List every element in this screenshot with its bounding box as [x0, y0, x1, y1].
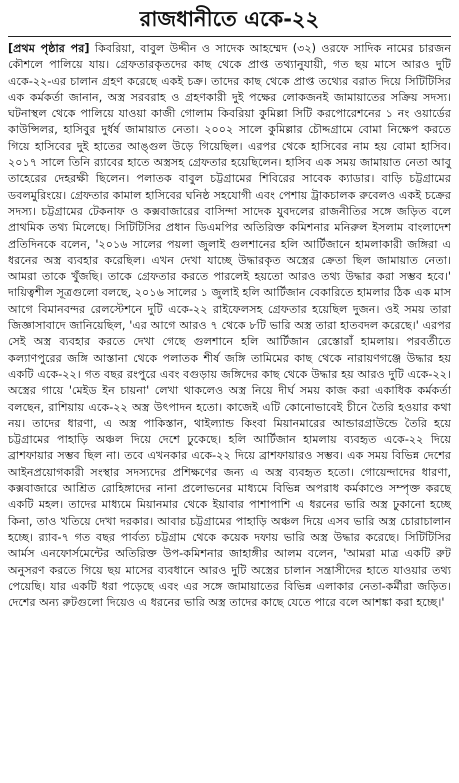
continued-from-label: [প্রথম পৃষ্ঠার পর]: [8, 42, 90, 55]
article-body-text: কিবরিয়া, বাবুল উদ্দীন ও সাদেক আহম্মেদ (৩২) ওরফে সাদিক নামের চারজন কৌশলে পালিয়ে যায়। গ্রেফতারকৃতদের কাছ থেকে প্রাপ্ত তথ্যানুযায়ী, গত ছয় মাসে আরও দুটি একে-২২-এর চালান গ্রহণ করেছে একই চক্র। তাদের কাছ থেকে প্রাপ্ত তথ্যের বরাত দিয়ে সিটিটিসির এক কর্মকর্তা জানান, অস্ত্র সরবরাহ ও গ্রহণকারী দুই পক্ষের লোকজনই জামায়াতের সক্রিয় সদস্য। ঘটনাস্থল থেকে পালিয়ে যাওয়া কাজী গোলাম কিবরিয়া কুমিল্লা সিটি করপোরেশনের ১ নং ওয়ার্ডের কাউন্সিলর, হাসিবুর দুর্ধর্ষ জামায়াত নেতা। ২০০২ সালে কুমিল্লার চৌদ্দগ্রামে বোমা নিক্ষেপ করতে গিয়ে হাসিবের দুই হাতের আঙ্গুল উড়ে গিয়েছিল। এরপর থেকে হাসিবের নাম হয় বোমা হাসিব। ২০১৭ সালে তিনি র‌্যাবের হাতে অস্ত্রসহ গ্রেফতার হয়েছিলেন। হাসিব এক সময় জামায়াত নেতা আবু তাহেরের দেহরক্ষী ছিলেন। পলাতক বাবুল চট্টগ্রামের শিবিরের সাবেক ক্যাডার। বাড়ি চট্টগ্রামের ডবলমুরিংয়ে। গ্রেফতার কামাল হাসিবের ঘনিষ্ঠ সহযোগী এবং পেশায় ট্রাকচালক রুবেলও একই চক্রের সদস্য। চট্টগ্রামের টেকনাফ ও কক্সবাজারের বাসিন্দা সাদেক যুবদলের রাজনীতির সঙ্গে জড়িত বলে প্রাথমিক তথ্য মিলেছে। সিটিটিসির প্রধান ডিএমপির অতিরিক্ত কমিশনার মনিরুল ইসলাম বাংলাদেশ প্রতিদিনকে বলেন, '২০১৬ সালের পয়লা জুলাই গুলশানের হলি আর্টিজানে হামলাকারী জঙ্গিরা এ ধরনের অস্ত্র ব্যবহার করেছিল। এখন দেখা যাচ্ছে উদ্ধারকৃত অস্ত্রের ক্রেতা ছিল জামায়াত নেতা। আমরা তাকে খুঁজছি। তাকে গ্রেফতার করতে পারলেই হয়তো আরও তথ্য উদ্ধার করা সম্ভব হবে।' দায়িত্বশীল সূত্রগুলো বলছে, ২০১৬ সালের ১ জুলাই হলি আর্টিজান বেকারিতে হামলার ঠিক এক মাস আগে বিমানবন্দর রেলস্টেশনে দুটি একে-২২ রাইফেলসহ গ্রেফতার হয়েছিল দুজন। ওই সময় তারা জিজ্ঞাসাবাদে জানিয়েছিল, 'এর আগে আরও ৭ থেকে ৮টি ভারি অস্ত্র তারা হাতবদল করেছে।' এরপর সেই অস্ত্র ব্যবহার করতে দেখা গেছে গুলশানে হলি আর্টিজান রেস্তোরাঁ হামলায়। পরবর্তীতে কল্যাণপুরের জঙ্গি আস্তানা থেকে পলাতক শীর্ষ জঙ্গি তামিমের কাছ থেকে নারায়ণগঞ্জে উদ্ধার হয় একটি একে-২২। গত বছর রংপুরে এবং বগুড়ায় জঙ্গিদের কাছ থেকে উদ্ধার হয় আরও দুটি একে-২২। অস্ত্রের গায়ে 'মেইড ইন চায়না' লেখা থাকলেও অস্ত্র নিয়ে দীর্ঘ সময় কাজ করা একাধিক কর্মকর্তা বলছেন, রাশিয়ায় একে-২২ অস্ত্র উৎপাদন হতো। কাজেই এটি কোনোভাবেই চীনে তৈরি হওয়ার কথা নয়। তাদের ধারণা, এ অস্ত্র পাকিস্তান, থাইল্যান্ড কিংবা মিয়ানমারের আন্ডারগ্রাউন্ডে তৈরি হয়ে চট্টগ্রামের পাহাড়ি অঞ্চল দিয়ে দেশে ঢুকেছে। হলি আর্টিজান হামলায় ব্যবহৃত একে-২২ দিয়ে ব্রাশফায়ার সম্ভব ছিল না। তবে এখনকার একে-২২ দিয়ে ব্রাশফায়ারও সম্ভব। এক সময় বিভিন্ন দেশের আইনপ্রয়োগকারী সংস্থার সদস্যদের প্রশিক্ষণের জন্য এ অস্ত্র ব্যবহৃত হতো। গোয়েন্দাদের ধারণা, কক্সবাজারে আশ্রিত রোহিঙ্গাদের নানা প্রলোভনের মাধ্যমে বিভিন্ন অপরাধ কর্মকাণ্ডে সম্পৃক্ত করছে একটি মহল। তাদের মাধ্যমে মিয়ানমার থেকে ইয়াবার পাশাপাশি এ ধরনের ভারি অস্ত্র ঢুকানো হচ্ছে কিনা, তাও খতিয়ে দেখা দরকার। আবার চট্টগ্রামের পাহাড়ি অঞ্চল দিয়ে এসব ভারি অস্ত্র চোরাচালান হচ্ছে। র‌্যাব-৭ গত বছর পার্বত্য চট্টগ্রাম থেকে কয়েক দফায় ভারি অস্ত্র উদ্ধার করেছে। সিটিটিসির আর্মস এনফোর্সমেন্টের অতিরিক্ত উপ-কমিশনার জাহাঙ্গীর আলম বলেন, 'আমরা মাত্র একটি রুট অনুসরণ করতে গিয়ে ছয় মাসের ব্যবধানে আরও দুটি অস্ত্রের চালান সন্ত্রাসীদের হাতে যাওয়ার তথ্য পেয়েছি। যার একটি ধরা পড়েছে এবং এর সঙ্গে জামায়াতের বিভিন্ন এলাকার নেতা-কর্মীরা জড়িত। দেশের অন্য রুটগুলো দিয়েও এ ধরনের ভারি অস্ত্র তাদের কাছে যেতে পারে বলে আশঙ্কা করা হচ্ছে।': [8, 42, 451, 610]
headline: রাজধানীতে একে-২২: [139, 7, 320, 31]
article-body: [8, 41, 451, 611]
headline-divider: [8, 36, 451, 37]
